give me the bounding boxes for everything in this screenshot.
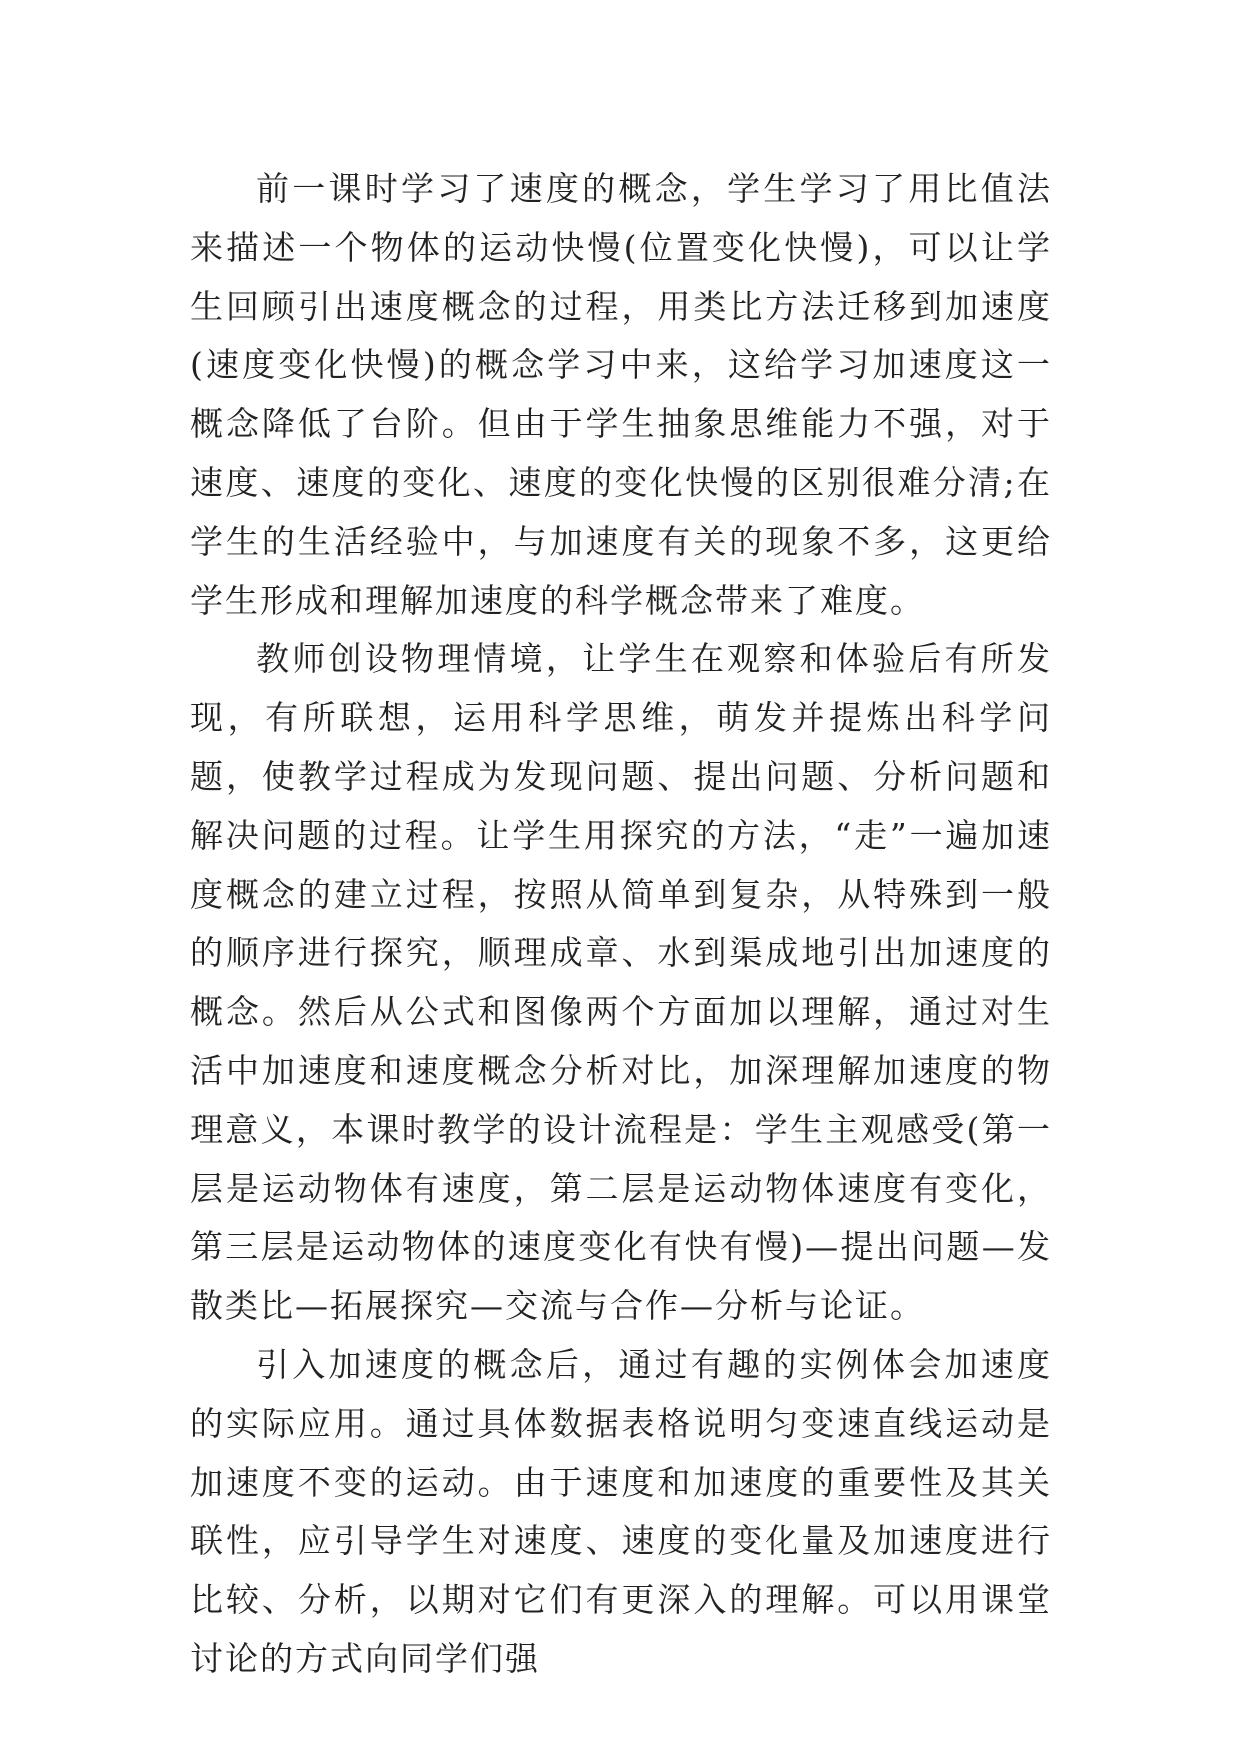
paragraph-2: 教师创设物理情境，让学生在观察和体验后有所发现，有所联想，运用科学思维，萌发并提炼出科学问题，使教学过程成为发现问题、提出问题、分析问题和解决问题的过程。让学生用探究的方法，“走”一遍加速度概念的建立过程，按照从简单到复杂，从特殊到一般的顺序进行探究，顺理成章、水到渠成地引出加速度的概念。然后从公式和图像两个方面加以理解，通过对生活中加速度和速度概念分析对比，加深理解加速度的物理意义，本课时教学的设计流程是：学生主观感受(第一层是运动物体有速度，第二层是运动物体速度有变化，第三层是运动物体的速度变化有快有慢)—提出问题—发散类比—拓展探究—交流与合作—分析与论证。	[190, 639, 1052, 1326]
paragraph-1: 前一课时学习了速度的概念，学生学习了用比值法来描述一个物体的运动快慢(位置变化快慢)，可以让学生回顾引出速度概念的过程，用类比方法迁移到加速度(速度变化快慢)的概念学习中来，这给学习加速度这一概念降低了台阶。但由于学生抽象思维能力不强，对于速度、速度的变化、速度的变化快慢的区别很难分清;在学生的生活经验中，与加速度有关的现象不多，这更给学生形成和理解加速度的科学概念带来了难度。	[190, 169, 1052, 620]
body-text	[190, 160, 1052, 1689]
paragraph-3: 引入加速度的概念后，通过有趣的实例体会加速度的实际应用。通过具体数据表格说明匀变速直线运动是加速度不变的运动。由于速度和加速度的重要性及其关联性，应引导学生对速度、速度的变化量及加速度进行比较、分析，以期对它们有更深入的理解。可以用课堂讨论的方式向同学们强	[190, 1344, 1052, 1678]
